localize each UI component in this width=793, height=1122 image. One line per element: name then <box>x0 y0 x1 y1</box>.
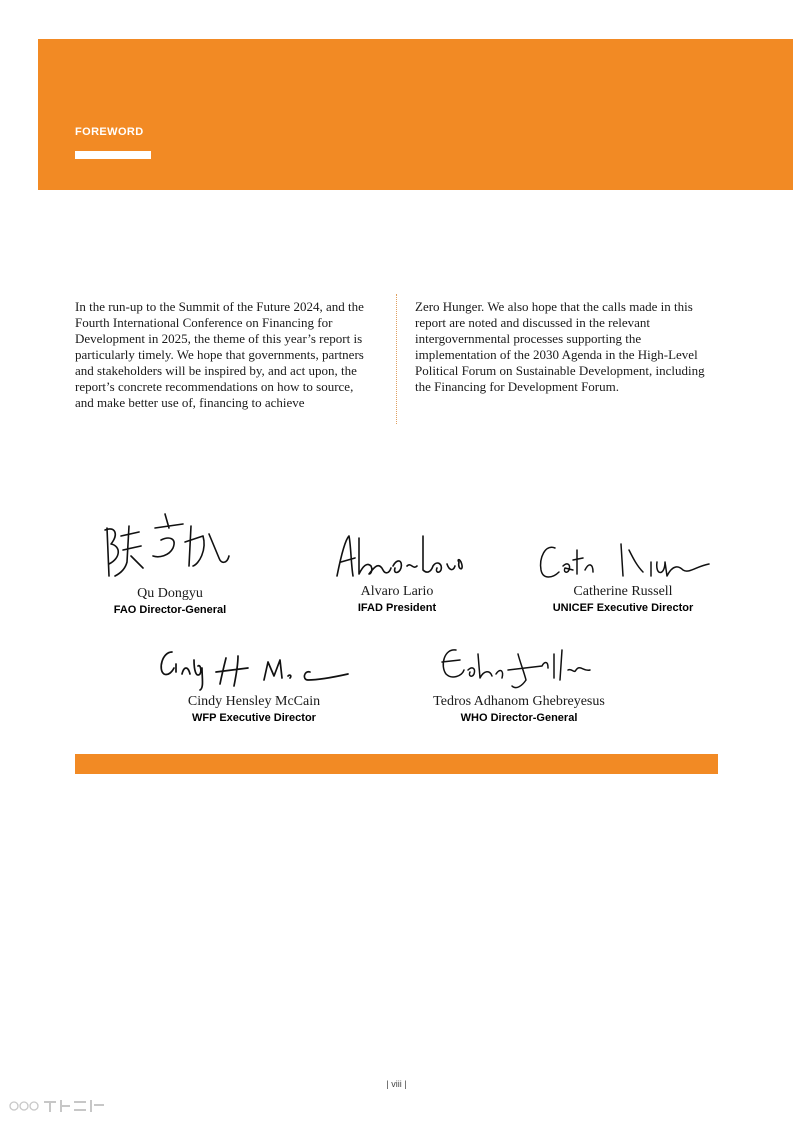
signature-cindy-mccain <box>154 644 354 694</box>
signature-qu-dongyu <box>95 506 245 586</box>
signature-block-fao <box>50 506 290 617</box>
signature-tedros <box>434 640 604 694</box>
section-label: FOREWORD <box>75 126 144 138</box>
watermark-logo <box>8 1096 108 1121</box>
signatory-title: WFP Executive Director <box>192 712 316 724</box>
page-number: | viii | <box>386 1079 407 1089</box>
signatory-name: Tedros Adhanom Ghebreyesus <box>433 694 605 709</box>
signatory-title: IFAD President <box>357 602 437 614</box>
signature-block-wfp <box>134 644 374 725</box>
footer-band <box>75 754 718 774</box>
signatory-title: WHO Director-General <box>460 712 578 724</box>
section-rule <box>75 151 151 159</box>
column-divider <box>396 294 397 424</box>
body-left-column: In the run-up to the Summit of the Future 2024, and the Fourth International Conference on Financing for Development in 2025, the theme of this year’s report is particularly timely. We hope that governments, partners and stakeholders will be inspired by, and act upon, the report’s concrete recommendations on how to source, and make better use of, financing to achieve <box>75 299 364 410</box>
signatory-name: Qu Dongyu <box>137 586 203 601</box>
signature-block-who <box>399 640 639 725</box>
signatory-title: UNICEF Executive Director <box>552 602 694 614</box>
signatory-title: FAO Director-General <box>113 604 227 616</box>
signatory-name: Alvaro Lario <box>360 584 434 599</box>
body-right-column: Zero Hunger. We also hope that the calls made in this report are noted and discussed in the relevant intergovernmental processes supporting the implementation of the 2030 Agenda in the High-Level Political Forum on Sustainable Development, including the Financing for Development Forum. <box>415 299 705 394</box>
signatory-name: Cindy Hensley McCain <box>187 694 321 709</box>
header-band <box>38 39 793 190</box>
signatory-name: Catherine Russell <box>573 584 673 599</box>
signature-block-ifad <box>277 526 517 615</box>
signature-alvaro-lario <box>327 526 467 584</box>
signature-block-unicef <box>503 536 743 615</box>
signature-catherine-russell <box>533 536 713 584</box>
